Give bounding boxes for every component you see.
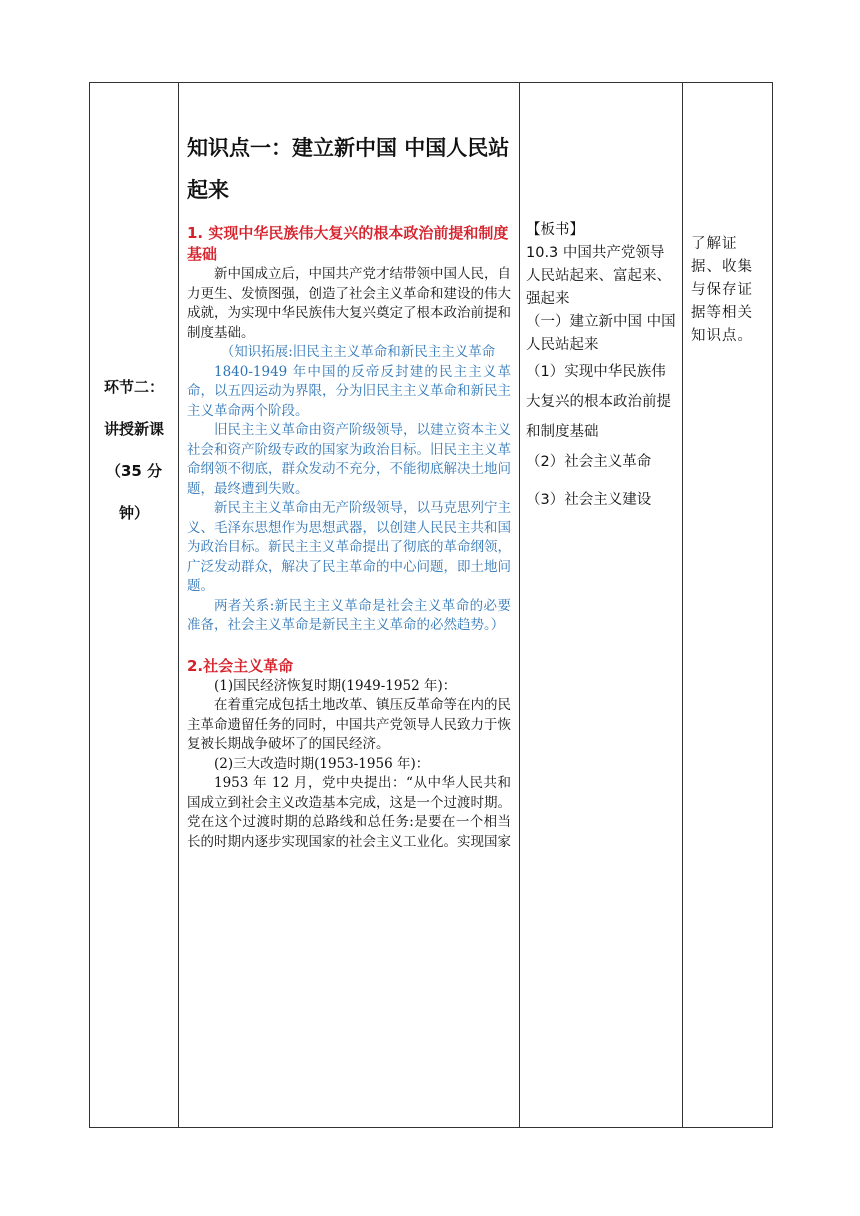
goal-cell [683,83,773,1128]
board-cell [520,83,683,1128]
paragraph: (1)国民经济恢复时期(1949-1952 年)： [214,677,457,694]
lesson-plan-table [89,82,773,1128]
goal-text: 了解证据、收集与保存证据等相关知识点。 [691,236,753,344]
step-line: 钟） [118,504,149,522]
step-line: 环节二： [103,378,164,396]
extension-paragraph: 旧民主主义革命由资产阶级领导，以建立资本主义社会和资产阶级专政的国家为政治目标。旧民主主义革命纲领不彻底，群众发动不充分，不能彻底解决土地问题，最终遭到失败。 [187,422,511,497]
paragraph: 新中国成立后，中国共产党才结带领中国人民，自力更生、发愤图强，创造了社会主义革命和建设的伟大成就，为实现中华民族伟大复兴奠定了根本政治前提和制度基础。 [187,266,511,341]
step-line: （35 分 [105,462,163,480]
content-cell [179,83,520,1128]
board-title: 10.3 中国共产党领导人民站起来、富起来、强起来 [526,245,671,307]
knowledge-point-title: 知识点一：建立新中国 中国人民站起来 [187,136,510,202]
section-title: 2.社会主义革命 [187,656,294,675]
paragraph: 在着重完成包括土地改革、镇压反革命等在内的民主革命遗留任务的同时，中国共产党领导人民致力于恢复被长期战争破坏了的国民经济。 [187,697,511,752]
step-label [90,366,178,534]
board-label: 【板书】 [526,222,584,238]
section-title: 1. 实现中华民族伟大复兴的根本政治前提和制度基础 [187,224,509,263]
extension-paragraph: 1840-1949 年中国的反帝反封建的民主主义革命，以五四运动为界限，分为旧民主主义革命和新民主主义革命两个阶段。 [187,363,511,419]
paragraph: 1953 年 12 月，党中央提出：“从中华人民共和国成立到社会主义改造基本完成，这是一个过渡时期。党在这个过渡时期的总路线和总任务:是要在一个相当长的时期内逐步实现国家的社会主义工业化。实现国家 [187,775,511,850]
step-line: 讲授新课 [103,420,164,438]
step-cell [90,83,179,1128]
board-item: （3）社会主义建设 [526,492,652,508]
board-subtitle: （一）建立新中国 中国人民站起来 [526,314,676,353]
board-item: （1）实现中华民族伟大复兴的根本政治前提和制度基础 [526,364,671,440]
extension-paragraph: （知识拓展:旧民主主义革命和新民主主义革命 [220,344,496,360]
table-row [90,83,773,1128]
paragraph: (2)三大改造时期(1953-1956 年)： [214,755,430,772]
extension-paragraph: 新民主主义革命由无产阶级领导，以马克思列宁主义、毛泽东思想作为思想武器，以创建人民民主共和国为政治目标。新民主主义革命提出了彻底的革命纲领，广泛发动群众，解决了民主革命的中心问题，即土地问题。 [187,500,511,594]
board-item: （2）社会主义革命 [526,454,652,470]
extension-paragraph: 两者关系:新民主主义革命是社会主义革命的必要准备，社会主义革命是新民主主义革命的必然趋势。） [187,597,511,633]
